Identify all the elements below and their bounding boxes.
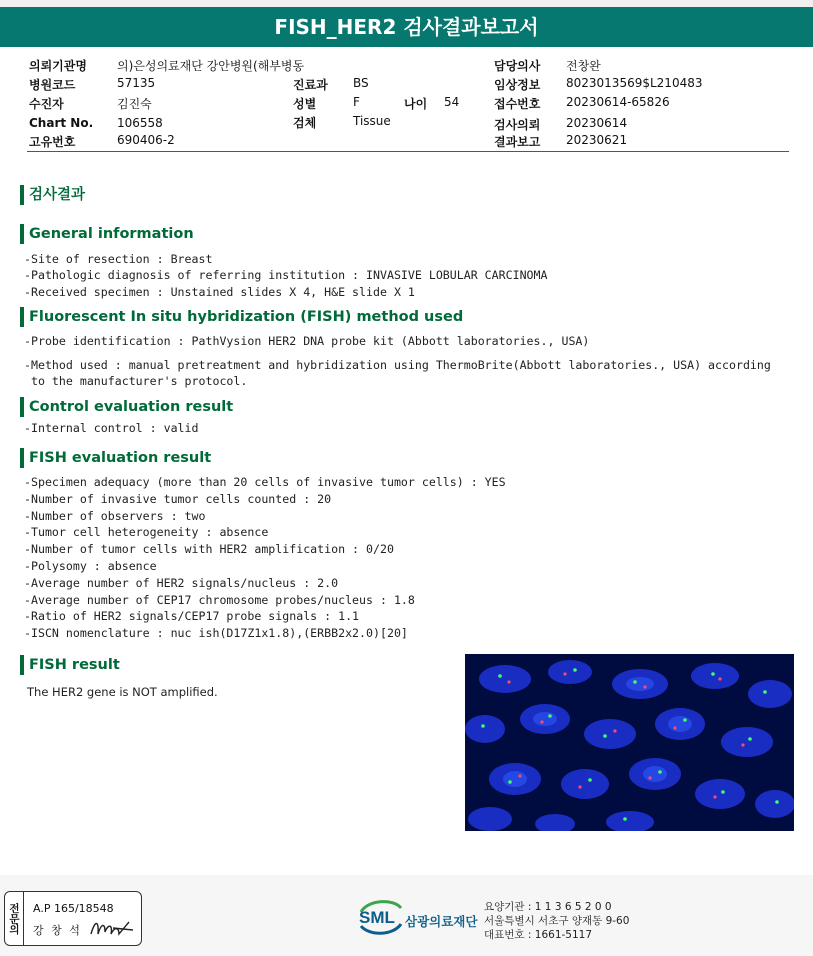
specimen-value: Tissue (353, 114, 391, 128)
method-line: -Probe identification : PathVysion HER2 DNA probe kit (Abbott laboratories., USA) (24, 334, 590, 348)
institution-label: 의뢰기관명 (29, 59, 87, 73)
control-line: -Internal control : valid (24, 421, 199, 435)
general-line: -Site of resection : Breast (24, 252, 213, 266)
department-label: 진료과 (293, 78, 328, 92)
evaluation-line: -Tumor cell heterogeneity : absence (24, 525, 269, 539)
header-divider (27, 151, 789, 152)
request-date-value: 20230614 (566, 116, 628, 130)
specialist-stamp (4, 891, 142, 946)
fish-result-heading: FISH result (20, 655, 120, 675)
foundation-name: 삼광의료재단 (405, 914, 478, 929)
hospital-code-label: 병원코드 (29, 78, 76, 92)
age-label: 나이 (404, 97, 428, 111)
unique-no-label: 고유번호 (29, 135, 76, 149)
evaluation-line: -Specimen adequacy (more than 20 cells of invasive tumor cells) : YES (24, 475, 506, 489)
institution-code: 요양기관 : 1 1 3 6 5 2 0 0 (484, 901, 612, 913)
evaluation-line: -ISCN nomenclature : nuc ish(D17Z1x1.8),(ERBB2x2.0)[20] (24, 626, 408, 640)
sml-logo (357, 898, 405, 936)
report-date-label: 결과보고 (494, 135, 541, 149)
department-value: BS (353, 76, 369, 90)
top-strip (0, 0, 813, 7)
method-line: -Method used : manual pretreatment and hybridization using ThermoBrite(Abbott laboratories., USA) according (24, 358, 771, 372)
control-heading: Control evaluation result (20, 397, 233, 417)
general-line: -Pathologic diagnosis of referring institution : INVASIVE LOBULAR CARCINOMA (24, 268, 548, 282)
stamp-side-label: 전문의 (5, 892, 24, 945)
sex-value: F (353, 95, 360, 109)
request-date-label: 검사의뢰 (494, 118, 541, 132)
method-line: to the manufacturer's protocol. (24, 374, 248, 388)
clinical-info-label: 임상정보 (494, 78, 541, 92)
general-line: -Received specimen : Unstained slides X 4, H&E slide X 1 (24, 285, 415, 299)
evaluation-line: -Average number of HER2 signals/nucleus : 2.0 (24, 576, 339, 590)
specimen-label: 검체 (293, 116, 317, 130)
evaluation-line: -Polysomy : absence (24, 559, 157, 573)
chart-no-label: Chart No. (29, 116, 94, 130)
results-heading: 검사결과 (20, 185, 85, 205)
doctor-label: 담당의사 (494, 59, 541, 73)
chart-no-value: 106558 (117, 116, 163, 130)
evaluation-line: -Number of tumor cells with HER2 amplification : 0/20 (24, 542, 394, 556)
address: 서울특별시 서초구 양재동 9-60 (484, 915, 630, 927)
sml-logo-text: SML (359, 908, 395, 927)
fish-result-text: The HER2 gene is NOT amplified. (27, 685, 218, 699)
evaluation-line: -Number of invasive tumor cells counted : 20 (24, 492, 332, 506)
receipt-no-value: 20230614-65826 (566, 95, 670, 109)
evaluation-line: -Number of observers : two (24, 509, 206, 523)
patient-label: 수진자 (29, 97, 64, 111)
method-heading: Fluorescent In situ hybridization (FISH) method used (20, 307, 463, 327)
report-title: FISH_HER2 검사결과보고서 (0, 7, 813, 47)
evaluation-heading: FISH evaluation result (20, 448, 211, 468)
general-heading: General information (20, 224, 194, 244)
report-date-value: 20230621 (566, 133, 628, 147)
doctor-value: 전창완 (566, 59, 601, 73)
stamp-name: 강 창 석 (33, 924, 82, 937)
hospital-code-value: 57135 (117, 76, 156, 90)
age-value: 54 (444, 95, 460, 109)
signature-icon (89, 916, 135, 940)
evaluation-line: -Ratio of HER2 signals/CEP17 probe signals : 1.1 (24, 609, 360, 623)
evaluation-line: -Average number of CEP17 chromosome probes/nucleus : 1.8 (24, 593, 415, 607)
sex-label: 성별 (293, 97, 317, 111)
phone: 대표번호 : 1661-5117 (484, 929, 593, 941)
patient-value: 김진숙 (117, 97, 152, 111)
receipt-no-label: 접수번호 (494, 97, 541, 111)
institution-value: 의)은성의료재단 강안병원(해부병동 (117, 59, 305, 73)
unique-no-value: 690406-2 (117, 133, 175, 147)
stamp-id: A.P 165/18548 (33, 902, 114, 915)
fish-microscopy-image (465, 654, 794, 831)
clinical-info-value: 8023013569$L210483 (566, 76, 703, 90)
